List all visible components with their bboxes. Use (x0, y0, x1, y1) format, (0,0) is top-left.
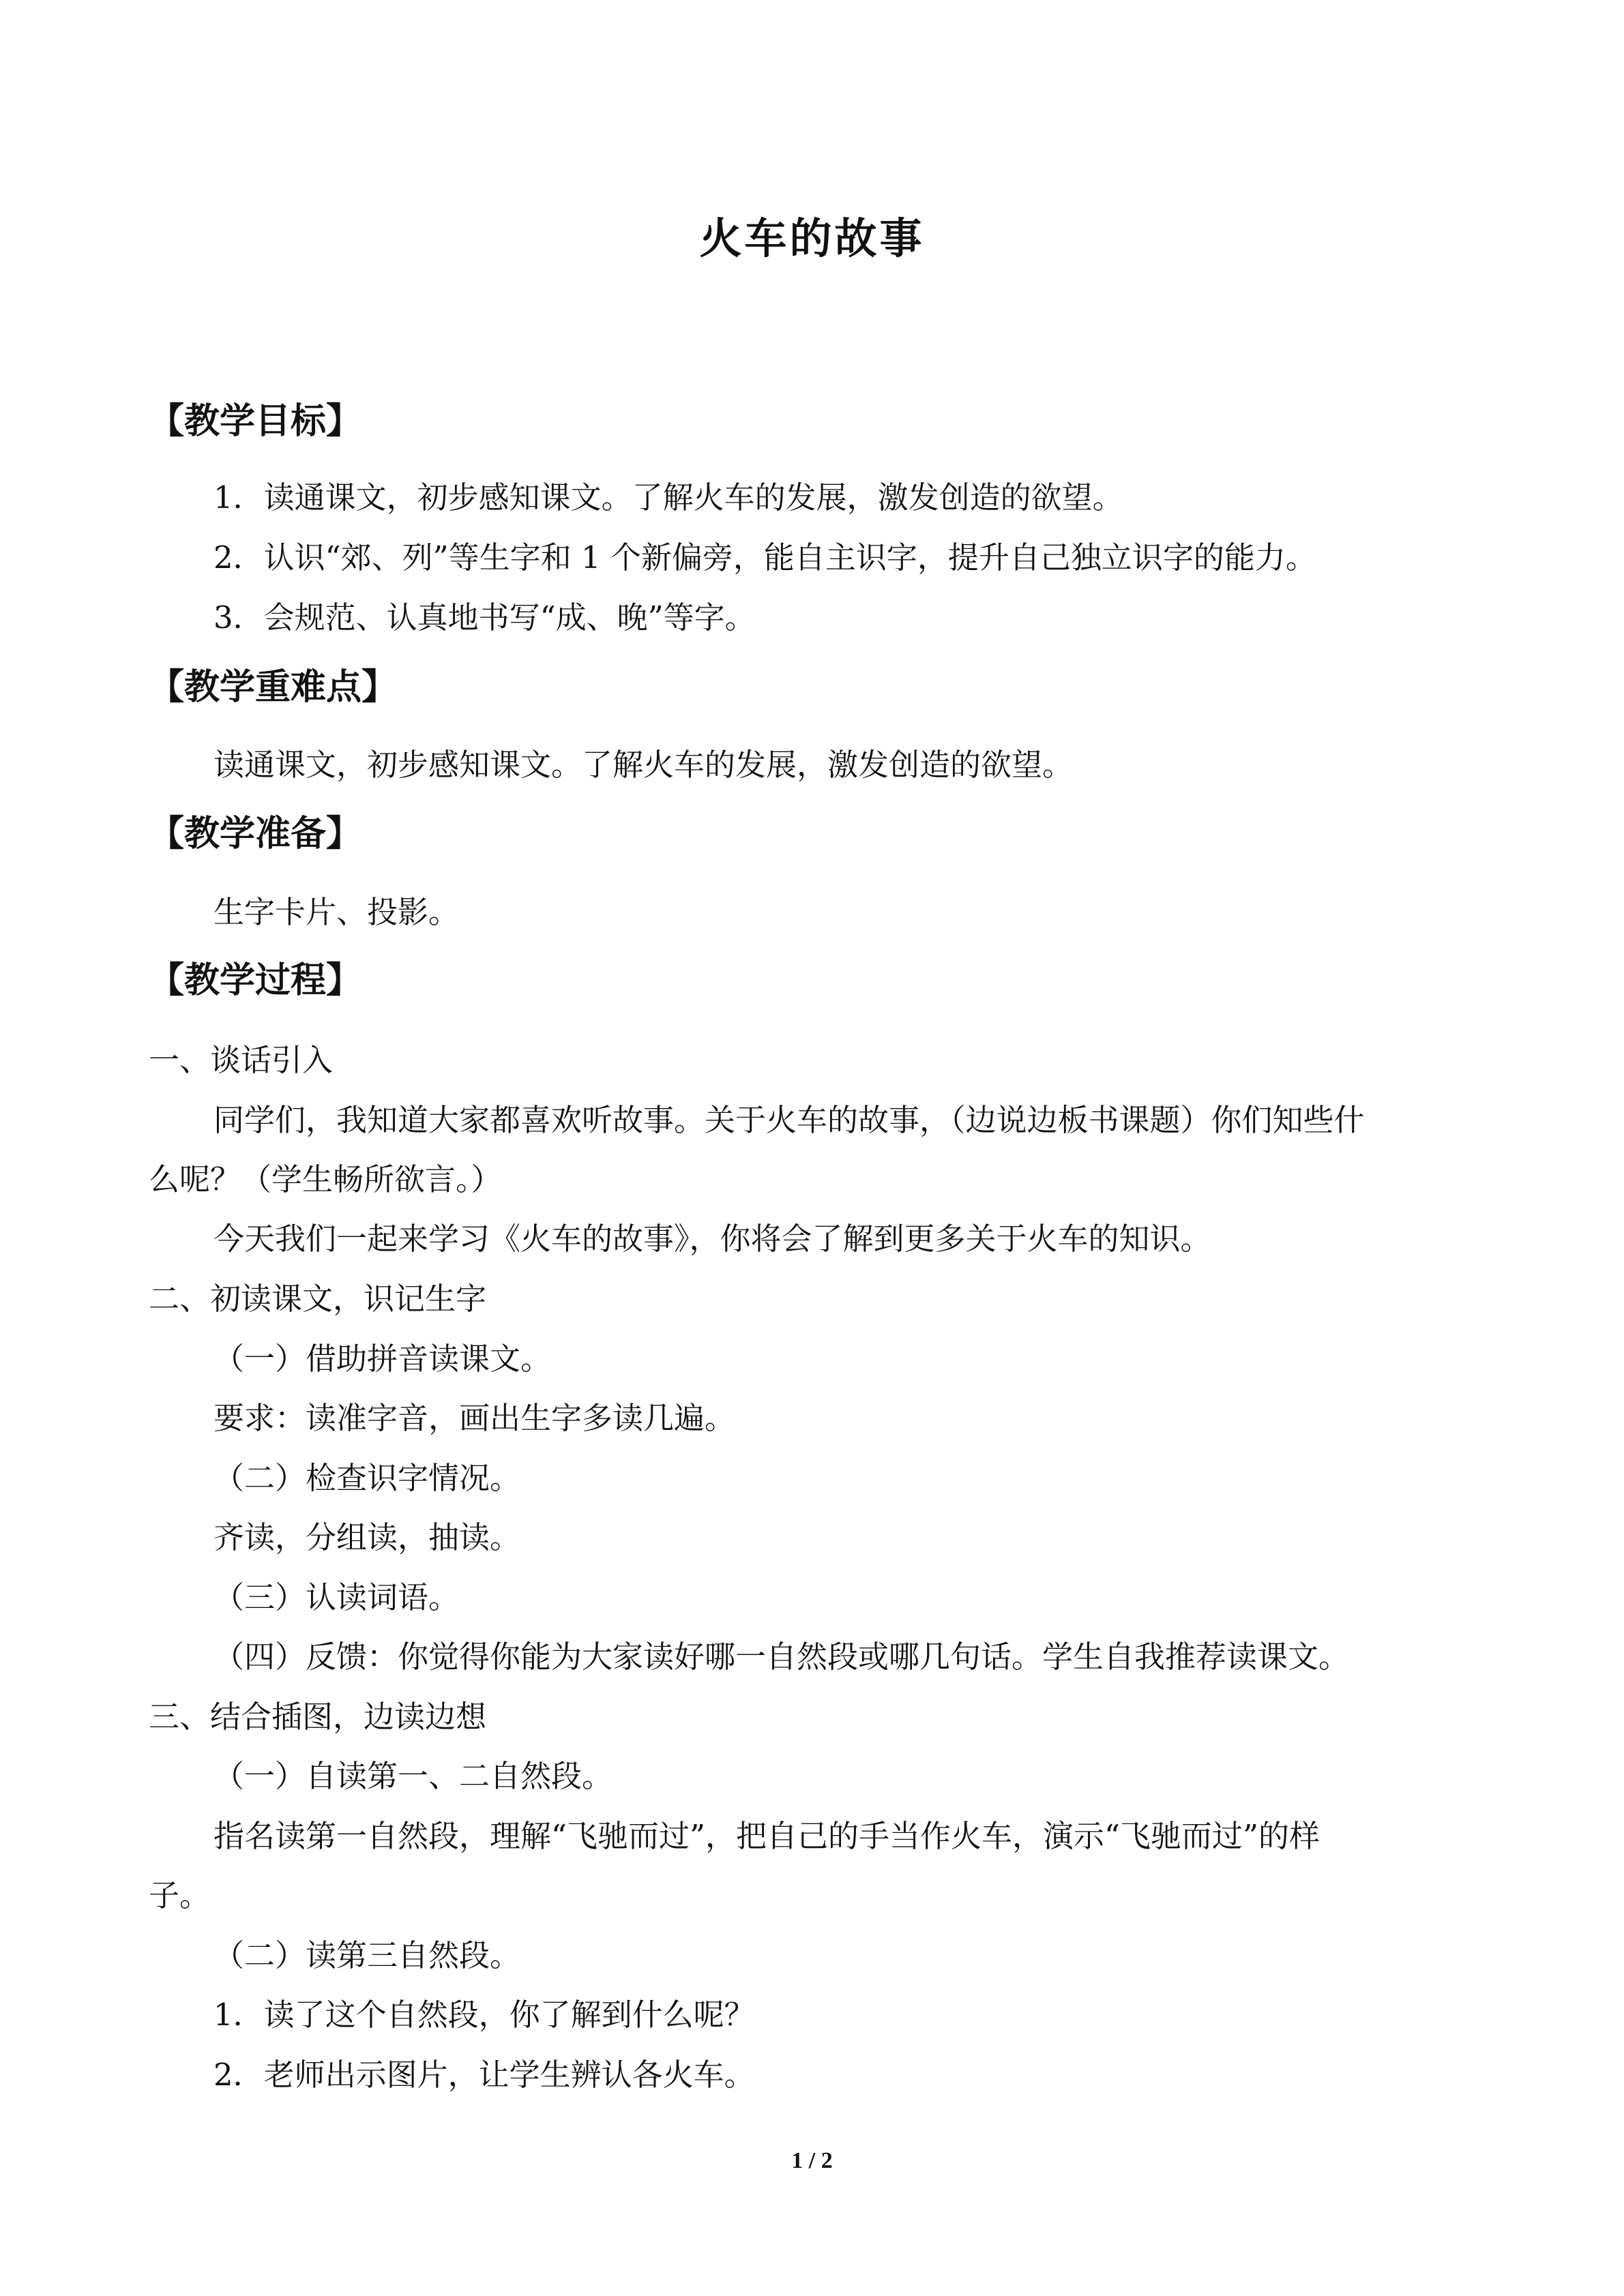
preparation-text: 生字卡片、投影。 (213, 894, 460, 930)
goal-item-3: 3．会规范、认真地书写“成、晚”等字。 (213, 599, 756, 636)
preparation-heading: 【教学准备】 (149, 814, 362, 854)
process-line: 要求：读准字音，画出生字多读几遍。 (213, 1400, 736, 1436)
process-line: （四）反馈：你觉得你能为大家读好哪一自然段或哪几句话。学生自我推荐读课文。 (213, 1639, 1350, 1675)
process-line: （二）检查识字情况。 (213, 1460, 521, 1496)
process-line: 二、初读课文，识记生字 (149, 1281, 487, 1317)
process-line: 一、谈话引入 (149, 1042, 334, 1078)
process-line: 子。 (149, 1877, 211, 1913)
process-line: 1．读了这个自然段，你了解到什么呢？ (213, 1997, 755, 2033)
process-line: 同学们，我知道大家都喜欢听故事。关于火车的故事，（边说边板书课题）你们知些什 (213, 1102, 1365, 1138)
process-line: （一）借助拼音读课文。 (213, 1341, 552, 1377)
process-line: （二）读第三自然段。 (213, 1937, 521, 1973)
process-line: 2．老师出示图片，让学生辨认各火车。 (213, 2057, 755, 2093)
key-points-text: 读通课文，初步感知课文。了解火车的发展，激发创造的欲望。 (213, 747, 1074, 783)
process-line: 今天我们一起来学习《火车的故事》，你将会了解到更多关于火车的知识。 (213, 1221, 1211, 1257)
page-number: 1 / 2 (791, 2148, 833, 2173)
process-line: 三、结合插图，边读边想 (149, 1699, 487, 1735)
goals-heading: 【教学目标】 (149, 401, 362, 442)
process-line: 指名读第一自然段，理解“飞驰而过”，把自己的手当作火车，演示“飞驰而过”的样 (213, 1818, 1320, 1854)
process-line: （三）认读词语。 (213, 1579, 460, 1615)
document-title: 火车的故事 (699, 213, 925, 263)
goal-item-2: 2．认识“郊、列”等生字和 1 个新偏旁，能自主识字，提升自己独立识字的能力。 (213, 539, 1316, 576)
process-line: 齐读，分组读，抽读。 (213, 1519, 521, 1555)
process-line: 么呢？（学生畅所欲言。） (149, 1161, 502, 1197)
process-heading: 【教学过程】 (149, 960, 362, 1001)
process-line: （一）自读第一、二自然段。 (213, 1758, 613, 1794)
goal-item-1: 1．读通课文，初步感知课文。了解火车的发展，激发创造的欲望。 (213, 479, 1123, 516)
key-points-heading: 【教学重难点】 (149, 667, 398, 708)
